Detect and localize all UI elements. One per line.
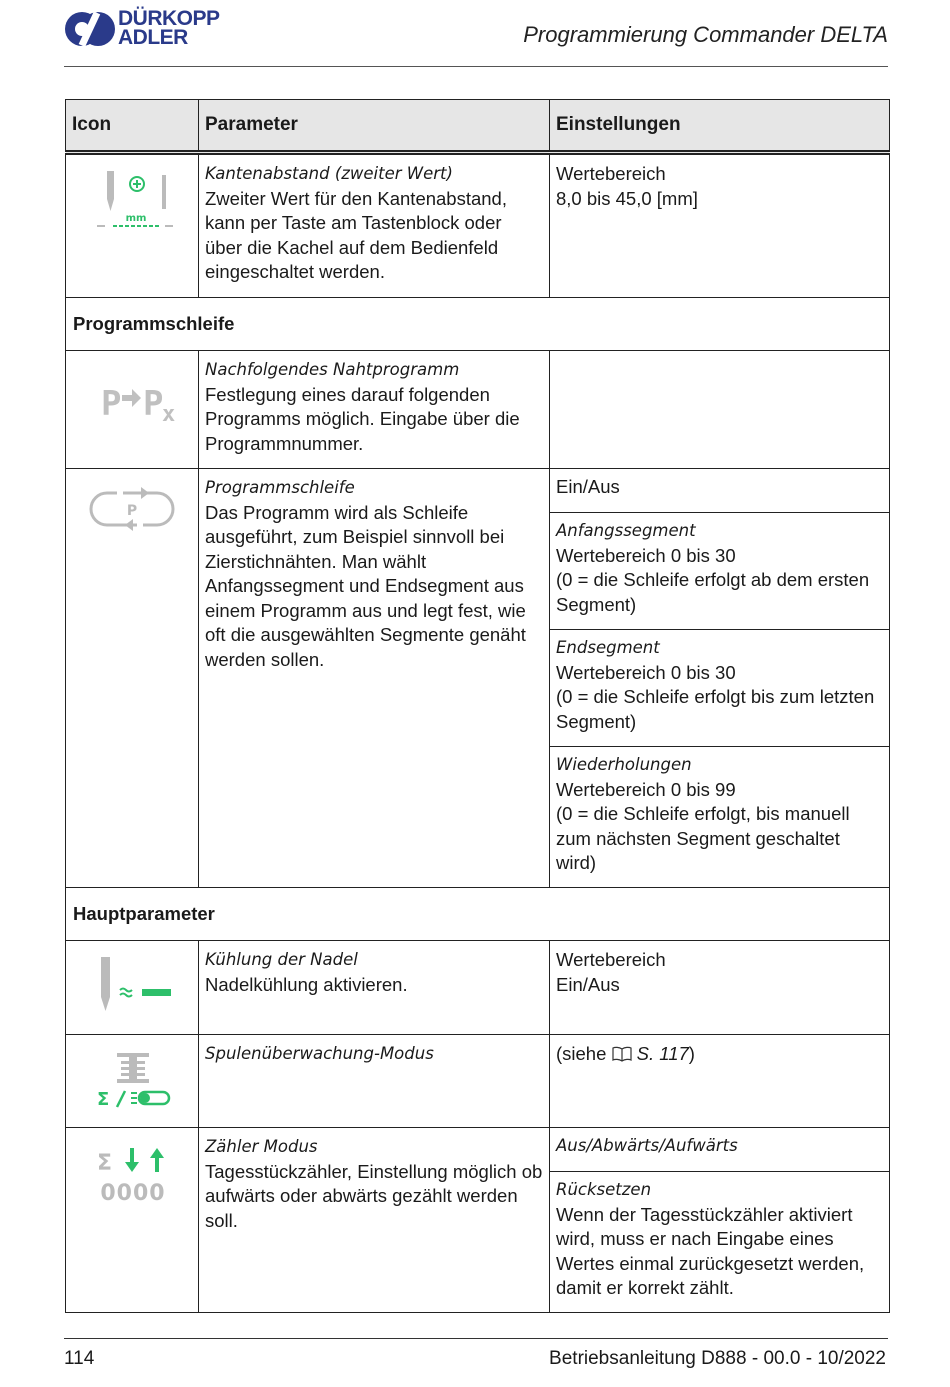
table-row-bobbin-monitoring xyxy=(66,1035,890,1128)
document-title: Programmierung Commander DELTA xyxy=(523,22,888,47)
section-row-program-loop xyxy=(66,298,890,351)
parameter-cell xyxy=(199,1128,550,1313)
parameter-cell xyxy=(199,153,550,298)
page-header xyxy=(0,0,950,70)
svg-text:Σ: Σ xyxy=(97,1151,113,1176)
settings-cell xyxy=(550,153,890,298)
settings-cell xyxy=(550,1035,890,1128)
parameter-cell xyxy=(199,469,550,888)
settings-subcell-onoff xyxy=(550,469,889,513)
table-row-needle-cooling xyxy=(66,941,890,1035)
bobbin-monitoring-icon xyxy=(87,1047,177,1117)
footer-divider xyxy=(64,1338,888,1339)
icon-cell xyxy=(66,469,199,888)
parameter-description: Nadelkühlung aktivieren. xyxy=(205,973,408,995)
settings-subcell-modes xyxy=(550,1128,889,1172)
column-header-icon: Icon xyxy=(66,100,199,153)
parameter-description: Das Programm wird als Schleife ausgeführt, zum Beispiel sinnvoll bei Zierstichnähten. Man wählt Anfangssegment und Endsegment aus einem Programm aus und legt fest, wie oft die ausgewählten Segmente genäht werden sollen. xyxy=(205,501,526,670)
settings-label: Wertebereich xyxy=(556,163,666,184)
setting-name: Wiederholungen xyxy=(556,755,692,774)
icon-cell xyxy=(66,941,199,1035)
table-header-row xyxy=(66,100,890,153)
parameter-name: Zähler Modus xyxy=(205,1137,318,1156)
settings-cell-empty xyxy=(550,351,890,469)
settings-subcell-end-segment xyxy=(550,630,889,747)
table-row-next-program xyxy=(66,351,890,469)
setting-range: Wertebereich 0 bis 30 xyxy=(556,661,736,683)
settings-label: Wertebereich xyxy=(556,949,666,970)
table-row-counter-mode xyxy=(66,1128,890,1313)
column-header-parameter: Parameter xyxy=(199,100,550,153)
column-header-settings: Einstellungen xyxy=(550,100,890,153)
settings-subcell-reset xyxy=(550,1172,889,1312)
next-program-icon xyxy=(87,365,177,435)
parameter-cell xyxy=(199,941,550,1035)
brand-mark-icon xyxy=(64,9,116,49)
book-icon xyxy=(612,1046,632,1062)
svg-text:P: P xyxy=(143,384,164,424)
settings-cell xyxy=(550,469,890,888)
svg-text:x: x xyxy=(162,402,176,427)
section-title: Programmschleife xyxy=(66,298,890,351)
settings-value: 8,0 bis 45,0 [mm] xyxy=(556,187,698,209)
duerkopp-adler-logo xyxy=(64,9,234,49)
svg-text:mm: mm xyxy=(125,213,147,224)
parameter-name: Nachfolgendes Nahtprogramm xyxy=(205,360,460,379)
parameter-description: Zweiter Wert für den Kantenabstand, kann per Taste am Tastenblock oder über die Kachel auf dem Bedienfeld eingeschaltet werden. xyxy=(205,187,507,282)
icon-cell xyxy=(66,1128,199,1313)
edge-distance-icon xyxy=(87,165,177,235)
setting-range: Wertebereich 0 bis 30 xyxy=(556,544,736,566)
page-reference-link[interactable]: S. 117 xyxy=(636,1043,689,1064)
header-divider xyxy=(64,66,888,67)
section-row-main-parameters xyxy=(66,888,890,941)
setting-description: Wenn der Tagesstückzähler aktiviert wird, muss er nach Eingabe eines Wertes einmal zurückgesetzt werden, damit er korrekt zählt. xyxy=(556,1203,865,1298)
setting-note: (0 = die Schleife erfolgt ab dem ersten Segment) xyxy=(556,569,870,615)
settings-cell xyxy=(550,1128,890,1313)
program-loop-icon xyxy=(87,481,177,551)
icon-cell xyxy=(66,1035,199,1128)
setting-note: (0 = die Schleife erfolgt bis zum letzten Segment) xyxy=(556,686,875,732)
reference-prefix: (siehe xyxy=(556,1043,607,1064)
setting-range: Wertebereich 0 bis 99 xyxy=(556,778,736,800)
parameter-name: Spulenüberwachung-Modus xyxy=(205,1044,434,1063)
table-row-program-loop xyxy=(66,469,890,888)
settings-subcell-start-segment xyxy=(550,513,889,630)
svg-text:P: P xyxy=(126,503,138,519)
setting-name: Anfangssegment xyxy=(556,521,696,540)
table-row-edge-distance xyxy=(66,153,890,298)
parameter-name: Kühlung der Nadel xyxy=(205,950,358,969)
parameter-table xyxy=(65,99,890,1313)
page-number: 114 xyxy=(64,1348,95,1369)
parameter-description: Tagesstückzähler, Einstellung möglich ob aufwärts oder abwärts gezählt werden soll. xyxy=(205,1160,543,1231)
counter-mode-icon xyxy=(87,1140,177,1210)
svg-text:P: P xyxy=(101,384,122,424)
parameter-description: Festlegung eines darauf folgenden Programms möglich. Eingabe über die Programmnummer. xyxy=(205,383,520,454)
settings-value: Ein/Aus xyxy=(556,973,620,995)
svg-text:Σ: Σ xyxy=(97,1089,110,1110)
parameter-cell xyxy=(199,1035,550,1128)
icon-cell xyxy=(66,351,199,469)
setting-name: Aus/Abwärts/Aufwärts xyxy=(556,1136,738,1155)
reference-suffix: ) xyxy=(688,1043,695,1064)
parameter-name: Kantenabstand (zweiter Wert) xyxy=(205,164,453,183)
document-reference: Betriebsanleitung D888 - 00.0 - 10/2022 xyxy=(549,1348,886,1369)
setting-name: Endsegment xyxy=(556,638,660,657)
settings-subcell-repetitions xyxy=(550,747,889,887)
parameter-cell xyxy=(199,351,550,469)
setting-name: Rücksetzen xyxy=(556,1180,652,1199)
section-title: Hauptparameter xyxy=(66,888,890,941)
brand-name: DÜRKOPP ADLER xyxy=(118,7,220,49)
parameter-name: Programmschleife xyxy=(205,478,355,497)
svg-text:0000: 0000 xyxy=(100,1181,166,1206)
setting-note: (0 = die Schleife erfolgt, bis manuell zum nächsten Segment geschaltet wird) xyxy=(556,803,850,873)
icon-cell xyxy=(66,153,199,298)
needle-cooling-icon xyxy=(87,953,177,1023)
settings-cell xyxy=(550,941,890,1035)
settings-value: Ein/Aus xyxy=(556,476,620,497)
